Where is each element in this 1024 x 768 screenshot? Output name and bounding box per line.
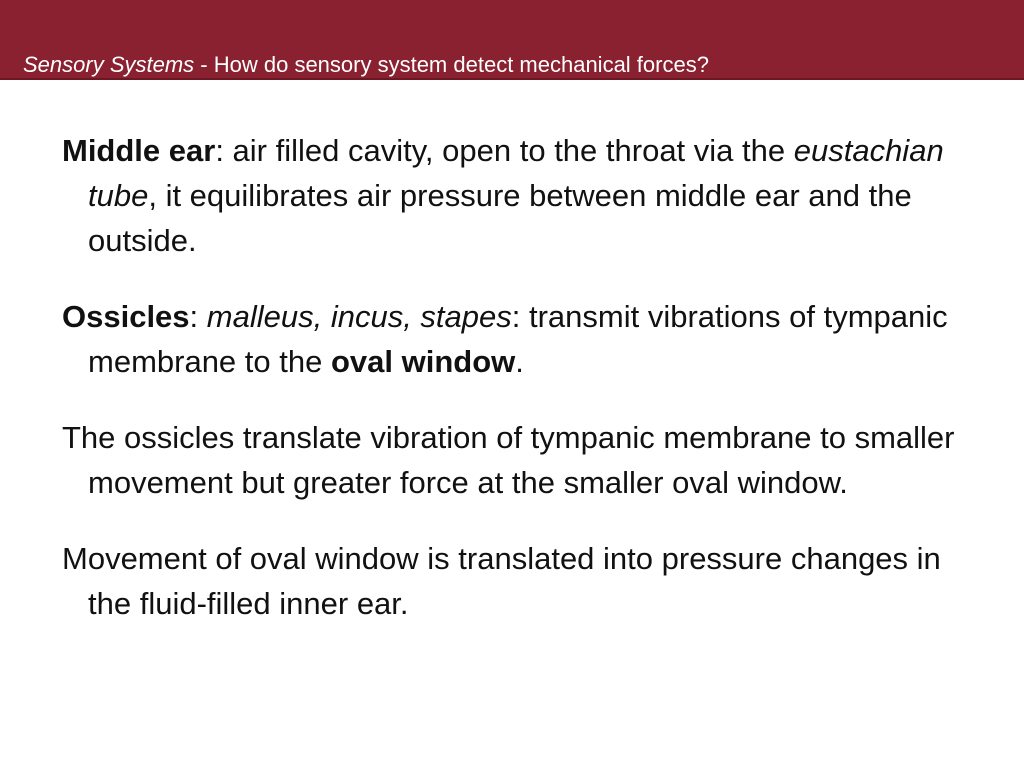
- slide-body: [62, 128, 962, 657]
- title-separator: -: [194, 52, 214, 77]
- middle-ear-text-a: : air filled cavity, open to the throat via the: [215, 133, 794, 168]
- ossicles-text-c: .: [515, 344, 524, 379]
- slide-title: [23, 52, 709, 78]
- title-question: How do sensory system detect mechanical forces?: [213, 52, 709, 77]
- paragraph-translation: The ossicles translate vibration of tympanic membrane to smaller movement but greater force at the smaller oval window.: [62, 420, 955, 500]
- term-middle-ear: Middle ear: [62, 133, 216, 168]
- paragraph-ossicles: [62, 294, 962, 384]
- ossicle-names: malleus, incus, stapes: [206, 299, 512, 334]
- title-subject: Sensory Systems: [23, 52, 195, 77]
- term-eustachian-tube: eustachian tube: [88, 133, 944, 213]
- ossicles-text-a: :: [189, 299, 207, 334]
- paragraph-middle-ear: [62, 128, 962, 263]
- term-oval-window: oval window: [330, 344, 516, 379]
- paragraph-pressure: Movement of oval window is translated into pressure changes in the fluid-filled inner ear.: [62, 541, 941, 621]
- ossicles-text-b: : transmit vibrations of tympanic membrane to the: [88, 299, 948, 379]
- slide-header: [0, 0, 1024, 80]
- middle-ear-text-b: , it equilibrates air pressure between middle ear and the outside.: [88, 178, 912, 258]
- term-ossicles: Ossicles: [62, 299, 190, 334]
